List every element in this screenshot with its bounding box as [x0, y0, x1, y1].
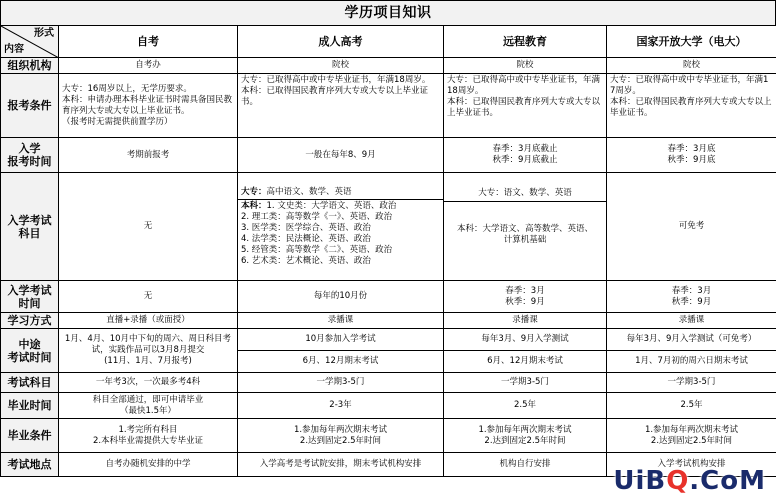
row-study-mode [1, 313, 776, 329]
subjects-benke-block [238, 200, 443, 268]
text-line: 秋季：9月底截止 [492, 155, 558, 165]
row-label-exam-time [1, 281, 59, 313]
site-watermark [613, 466, 766, 496]
cell-gradtime-yuancheng: 2.5年 [444, 393, 607, 419]
cell-org-yuancheng: 院校 [444, 58, 607, 74]
column-header-yuancheng: 远程教育 [444, 26, 607, 58]
text-line: （报考时无需提供前置学历） [62, 116, 173, 127]
comparison-table [0, 25, 776, 477]
cell-enroll-chengkao: 一般在每年8、9月 [238, 138, 444, 173]
cell-count-zikao: 一年考3次，一次最多考4科 [59, 373, 238, 393]
corner-bottom-label: 内容 [4, 44, 24, 55]
text-line: 本科：已取得国民教育序列大专或大专以上毕业证书。 [447, 97, 601, 118]
row-exam-count [1, 373, 776, 393]
text-line: 1.参加每年两次期末考试 [478, 424, 572, 435]
cell-study-yuancheng: 录播课 [444, 313, 607, 329]
row-label-line: 时间 [18, 296, 41, 310]
cell-study-dianda: 录播课 [607, 313, 776, 329]
benke-line: 4. 法学类：民法概论、英语、政治 [241, 233, 371, 244]
row-label-line: 报考时间 [7, 155, 52, 168]
header-row [1, 26, 776, 58]
cell-conditions-yuancheng [444, 74, 607, 138]
text-line: 大专：16周岁以上，无学历要求。 [62, 83, 192, 94]
benke-line: 5. 经管类：高等数学《二》、英语、政治 [241, 244, 393, 255]
yuancheng-benke-block [444, 202, 606, 268]
cell-gradtime-dianda: 2.5年 [607, 393, 776, 419]
cell-midterm-dianda-b: 1月、7月初的周六日期末考试 [607, 351, 776, 373]
cell-count-yuancheng: 一学期3-5门 [444, 373, 607, 393]
cell-subjects-zikao: 无 [59, 173, 238, 281]
text-line: 计算机基础 [503, 234, 547, 245]
column-header-zikao: 自考 [59, 26, 238, 58]
yuancheng-zhuanke-block: 大专：语文、数学、英语 [444, 186, 606, 202]
text-line: 春季：3月底截止 [492, 144, 558, 154]
row-label-graduation-time: 毕业时间 [1, 393, 59, 419]
cell-study-chengkao: 录播课 [238, 313, 444, 329]
text-line: 春季：3月底 [667, 144, 716, 154]
cell-conditions-zikao [59, 74, 238, 138]
cell-org-zikao: 自考办 [59, 58, 238, 74]
cell-count-dianda: 一学期3-5门 [607, 373, 776, 393]
row-midterm-a [1, 329, 776, 351]
cell-gradcond-dianda [607, 419, 776, 453]
cell-examtime-dianda [607, 281, 776, 313]
row-graduation-cond [1, 419, 776, 453]
text-line: 2.达到固定2.5年时间 [484, 435, 566, 446]
watermark-part: .CoM [689, 466, 766, 496]
row-label-exam-subjects [1, 173, 59, 281]
cell-gradcond-yuancheng [444, 419, 607, 453]
cell-subjects-yuancheng [444, 173, 607, 281]
row-org [1, 58, 776, 74]
cell-gradtime-zikao [59, 393, 238, 419]
cell-midterm-chengkao-b: 6月、12月期末考试 [238, 351, 444, 373]
row-exam-time [1, 281, 776, 313]
benke-line: 6. 艺术类：艺术概论、英语、政治 [241, 255, 371, 266]
row-graduation-time [1, 393, 776, 419]
text-line: （最快1.5年） [119, 405, 177, 416]
subjects-zhuanke-block [238, 186, 443, 200]
cell-count-chengkao: 一学期3-5门 [238, 373, 444, 393]
cell-org-dianda: 院校 [607, 58, 776, 74]
row-label-line: 科目 [18, 226, 41, 240]
cell-midterm-zikao [59, 329, 238, 373]
text-line: 2.达到固定2.5年时间 [650, 435, 733, 446]
row-label-graduation-cond: 毕业条件 [1, 419, 59, 453]
text-line: 本科：已取得国民教育序列大专或大专以上毕业证书。 [610, 97, 772, 118]
cell-location-yuancheng: 机构自行安排 [444, 453, 607, 477]
cell-midterm-yuancheng-b: 6月、12月期末考试 [444, 351, 607, 373]
text-line: 1.参加每年两次期末考试 [293, 424, 388, 435]
text-line: 2.达到固定2.5年时间 [299, 435, 382, 446]
corner-cell [1, 26, 59, 58]
cell-midterm-dianda-a: 每年3月、9月入学测试（可免考） [607, 329, 776, 351]
cell-org-chengkao: 院校 [238, 58, 444, 74]
cell-examtime-chengkao: 每年的10月份 [238, 281, 444, 313]
text-line: 大专：已取得高中或中专毕业证书，年满18周岁。 [241, 75, 431, 85]
benke-line: 2. 理工类：高等数学《一》、英语、政治 [241, 211, 393, 222]
cell-gradcond-chengkao [238, 419, 444, 453]
text-line: 春季：3月 [505, 285, 545, 296]
cell-examtime-yuancheng [444, 281, 607, 313]
text-line: 大专：已取得高中或中专毕业证书，年满18周岁。 [447, 75, 601, 96]
row-label-exam-count: 考试科目 [1, 373, 59, 393]
corner-top-label: 形式 [34, 28, 54, 39]
row-label-exam-location: 考试地点 [1, 453, 59, 477]
benke-line: 3. 医学类：医学综合、英语、政治 [241, 222, 371, 233]
watermark-accent: Q [666, 466, 690, 496]
row-label-midterm [1, 329, 59, 373]
column-header-chengkao: 成人高考 [238, 26, 444, 58]
row-label-study-mode: 学习方式 [1, 313, 59, 329]
watermark-part: UiB [613, 466, 667, 496]
text-line: 1月、4月、10月中下旬的周六、周日科目考试，实践作品可以3月8月提交 [64, 334, 232, 355]
text-line: 秋季：9月 [505, 296, 545, 307]
cell-midterm-chengkao-a: 10月参加入学考试 [238, 329, 444, 351]
row-label-line: 入学 [18, 142, 41, 155]
cell-enroll-yuancheng [444, 138, 607, 173]
text-line: 2.本科毕业需提供大专毕业证 [92, 435, 204, 446]
zhuanke-label: 大专： [241, 186, 267, 197]
text-line: 1.参加每年两次期末考试 [644, 424, 739, 435]
row-exam-subjects [1, 173, 776, 281]
row-label-line: 入学考试 [7, 213, 52, 227]
row-label-org: 组织机构 [1, 58, 59, 74]
text-line: 本科：大学语文、高等数学、英语、 [456, 223, 593, 234]
benke-line: 1. 文史类：大学语文、英语、政治 [266, 200, 397, 211]
cell-enroll-zikao: 考期前报考 [59, 138, 238, 173]
cell-midterm-yuancheng-a: 每年3月、9月入学测试 [444, 329, 607, 351]
cell-conditions-chengkao [238, 74, 444, 138]
row-label-conditions: 报考条件 [1, 74, 59, 138]
text-line: 大专：已取得高中或中专毕业证书，年满17周岁。 [610, 75, 769, 96]
cell-examtime-zikao: 无 [59, 281, 238, 313]
cell-gradcond-zikao [59, 419, 238, 453]
text-line: 秋季：9月 [671, 296, 712, 307]
text-line: 本科：申请办理本科毕业证书时需具备国民教育序列大专或大专以上毕业证书。 [62, 94, 233, 116]
text-line: 本科：已取得国民教育序列大专或大专以上毕业证书。 [241, 86, 429, 107]
row-label-line: 入学考试 [7, 283, 52, 297]
text-line: 1.考完所有科目 [118, 424, 178, 435]
text-line: 秋季：9月底 [667, 155, 716, 165]
cell-conditions-dianda [607, 74, 776, 138]
row-label-line: 中途 [18, 337, 41, 351]
cell-enroll-dianda [607, 138, 776, 173]
row-label-enroll-time [1, 138, 59, 173]
row-enroll-time [1, 138, 776, 173]
zhuanke-subjects: 高中语文、数学、英语 [266, 186, 352, 197]
text-line: 科目全部通过，即可申请毕业 [92, 394, 204, 405]
text-line: 春季：3月 [671, 285, 712, 296]
row-label-line: 考试时间 [7, 350, 52, 364]
cell-location-zikao: 自考办随机安排的中学 [59, 453, 238, 477]
cell-subjects-chengkao [238, 173, 444, 281]
benke-label: 本科： [241, 200, 267, 211]
sheet-title: 学历项目知识 [0, 0, 776, 25]
text-line: (11月、1月、7月报考) [104, 356, 192, 366]
cell-subjects-dianda: 可免考 [607, 173, 776, 281]
cell-study-zikao: 直播+录播（或面授） [59, 313, 238, 329]
cell-gradtime-chengkao: 2-3年 [238, 393, 444, 419]
column-header-dianda: 国家开放大学（电大） [607, 26, 776, 58]
cell-location-chengkao: 入学高考是考试院安排，期末考试机构安排 [238, 453, 444, 477]
cell-location-dianda: 入学考试机构安排 [607, 453, 776, 477]
row-conditions [1, 74, 776, 138]
